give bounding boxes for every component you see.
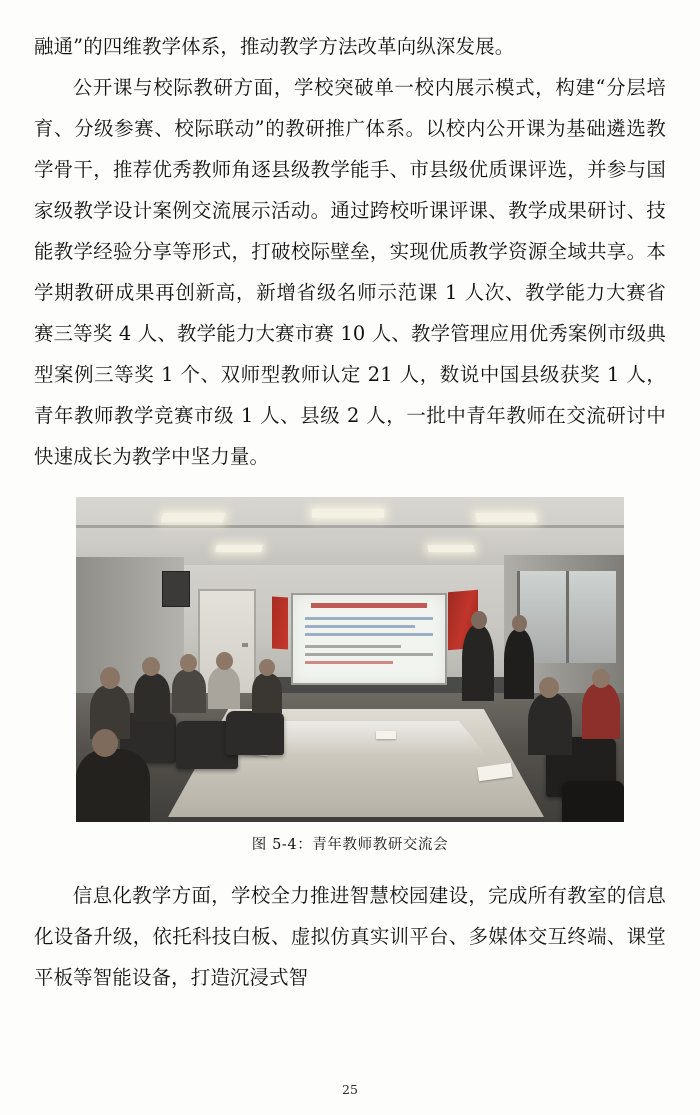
photo-person-head <box>512 615 527 632</box>
photo-chair <box>226 711 284 755</box>
photo-paper-sheet <box>376 731 396 739</box>
photo-person-head <box>100 667 120 689</box>
photo-seated-person <box>528 693 572 755</box>
photo-slide-line <box>305 625 415 628</box>
photo-red-flag-secondary <box>272 596 288 649</box>
photo-projection-screen <box>291 593 447 685</box>
photo-slide-title-bar <box>311 603 427 608</box>
photo-ceiling-light <box>312 509 384 518</box>
photo-ceiling-light <box>161 513 225 522</box>
photo-slide-line <box>305 661 393 664</box>
figure-caption: 图 5-4：青年教师教研交流会 <box>251 837 449 853</box>
photo-seated-person <box>208 667 240 709</box>
photo-slide-line <box>305 633 433 636</box>
photo-person-head <box>539 677 559 698</box>
figure-image <box>76 497 624 822</box>
photo-slide-line <box>305 617 433 620</box>
photo-seated-person <box>252 673 282 713</box>
photo-ceiling-light <box>427 545 474 552</box>
photo-slide-line <box>305 645 401 648</box>
paragraph-open-class: 公开课与校际教研方面，学校突破单一校内展示模式，构建“分层培育、分级参赛、校际联动”的教研推广体系。以校内公开课为基础遴选教学骨干，推荐优秀教师角逐县级教学能手、市县级优质课评选，并参与国家级教学设计案例交流展示活动。通过跨校听课评课、教学成果研讨、技能教学经验分享等形式，打破校际壁垒，实现优质教学资源全域共享。本学期教研成果再创新高，新增省级名师示范课 1 人次、教学能力大赛省赛三等奖 4 人、教学能力大赛市赛 10 人、教学管理应用优秀案例市级典型案例三等奖 1 个、双师型教师认定 21 人，数说中国县级获奖 1 人，青年教师教学竞赛市级 1 人、县级 2 人，一批中青年教师在交流研讨中快速成长为教学中坚力量。 <box>34 76 666 468</box>
photo-person-head <box>142 657 160 676</box>
photo-seated-person <box>172 669 206 713</box>
photo-seated-person <box>582 683 620 739</box>
photo-ceiling-light <box>475 513 537 522</box>
photo-wall-speaker <box>162 571 190 607</box>
photo-person-head <box>180 654 197 672</box>
figure-block <box>34 497 666 855</box>
photo-standing-person <box>462 625 494 701</box>
photo-slide-line <box>305 653 433 656</box>
photo-ceiling-light <box>215 545 262 552</box>
photo-seated-person <box>134 673 170 721</box>
photo-person-head <box>259 659 275 676</box>
photo-person-head <box>592 669 610 688</box>
photo-standing-person <box>504 629 534 699</box>
photo-person-head <box>216 652 233 670</box>
page-number: 25 <box>342 1082 358 1097</box>
paragraph-continued: 融通”的四维教学体系，推动教学方法改革向纵深发展。 <box>34 35 515 58</box>
paragraph-informatization: 信息化教学方面，学校全力推进智慧校园建设，完成所有教室的信息化设备升级，依托科技白板、虚拟仿真实训平台、多媒体交互终端、课堂平板等智能设备，打造沉浸式智 <box>34 884 666 989</box>
photo-person-head <box>471 611 487 629</box>
photo-chair <box>562 781 624 822</box>
photo-person-head <box>92 729 118 757</box>
photo-foreground-person <box>76 749 150 822</box>
